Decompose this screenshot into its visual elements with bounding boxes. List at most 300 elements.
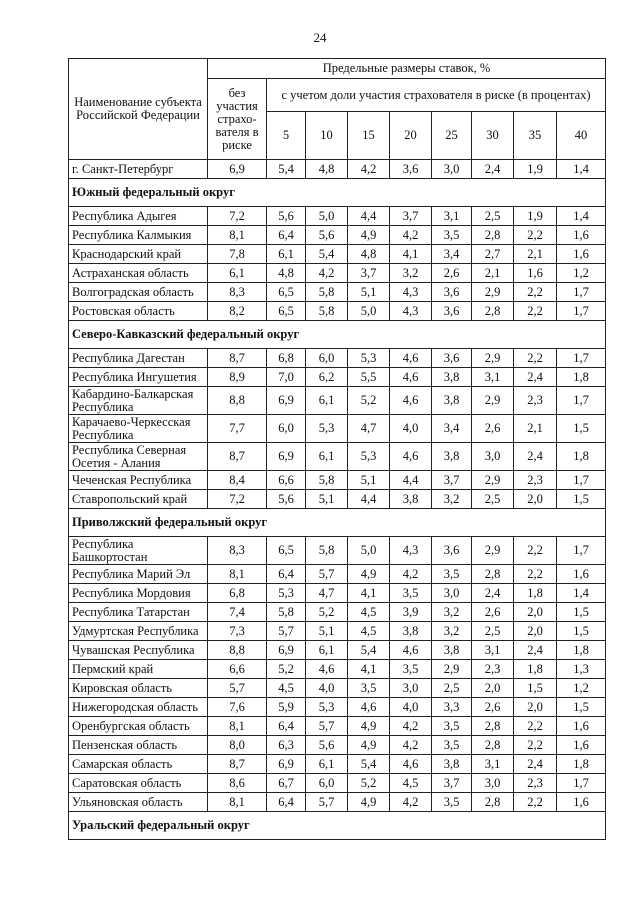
rate-cell: 4,7 — [348, 415, 390, 443]
rate-cell: 2,0 — [514, 603, 557, 622]
rate-without-participation: 7,2 — [208, 490, 267, 509]
rate-cell: 4,8 — [306, 160, 348, 179]
rate-cell: 6,4 — [267, 226, 306, 245]
region-name: Республика Башкортостан — [69, 537, 208, 565]
rate-cell: 5,6 — [306, 226, 348, 245]
rate-cell: 2,8 — [472, 226, 514, 245]
rate-cell: 1,3 — [557, 660, 606, 679]
rate-without-participation: 8,7 — [208, 349, 267, 368]
table-row — [69, 207, 606, 226]
rate-cell: 3,4 — [432, 245, 472, 264]
rate-cell: 5,4 — [267, 160, 306, 179]
region-name: Республика Татарстан — [69, 603, 208, 622]
region-name: Пензенская область — [69, 736, 208, 755]
rate-cell: 5,6 — [306, 736, 348, 755]
table-row — [69, 471, 606, 490]
table-row — [69, 584, 606, 603]
rate-cell: 5,3 — [348, 443, 390, 471]
rate-cell: 2,2 — [514, 283, 557, 302]
rate-cell: 2,2 — [514, 302, 557, 321]
region-name: Республика Адыгея — [69, 207, 208, 226]
district-name: Северо-Кавказский федеральный округ — [69, 321, 606, 349]
rate-cell: 2,8 — [472, 302, 514, 321]
table-row — [69, 537, 606, 565]
header-percent-cell: 30 — [472, 112, 514, 160]
table-body — [69, 160, 606, 840]
rate-cell: 2,0 — [514, 622, 557, 641]
rate-cell: 4,9 — [348, 736, 390, 755]
table-row — [69, 565, 606, 584]
rate-cell: 5,1 — [306, 622, 348, 641]
rate-cell: 3,0 — [472, 774, 514, 793]
rate-cell: 4,9 — [348, 565, 390, 584]
region-name: Саратовская область — [69, 774, 208, 793]
rate-cell: 1,8 — [557, 755, 606, 774]
rate-cell: 1,5 — [557, 698, 606, 717]
rate-cell: 2,2 — [514, 793, 557, 812]
rate-cell: 3,0 — [432, 584, 472, 603]
rate-cell: 5,3 — [306, 415, 348, 443]
rate-cell: 5,8 — [306, 302, 348, 321]
rate-cell: 4,9 — [348, 793, 390, 812]
table-row — [69, 698, 606, 717]
rate-cell: 2,1 — [472, 264, 514, 283]
region-name: Республика Ингушетия — [69, 368, 208, 387]
region-name: Республика Марий Эл — [69, 565, 208, 584]
rate-cell: 4,6 — [390, 349, 432, 368]
rate-cell: 1,9 — [514, 160, 557, 179]
page-number: 24 — [313, 30, 327, 45]
rate-cell: 2,2 — [514, 537, 557, 565]
district-row — [69, 812, 606, 840]
table-row — [69, 160, 606, 179]
rate-cell: 2,9 — [472, 349, 514, 368]
rate-cell: 6,5 — [267, 537, 306, 565]
table-row — [69, 717, 606, 736]
rate-cell: 4,4 — [348, 490, 390, 509]
rate-cell: 3,8 — [432, 387, 472, 415]
rate-cell: 3,1 — [472, 755, 514, 774]
table-row — [69, 793, 606, 812]
rate-cell: 2,3 — [514, 387, 557, 415]
rate-cell: 3,5 — [432, 736, 472, 755]
rate-cell: 1,9 — [514, 207, 557, 226]
header-percent-cell: 40 — [557, 112, 606, 160]
rate-cell: 5,6 — [267, 490, 306, 509]
rate-cell: 2,0 — [514, 698, 557, 717]
rate-cell: 2,0 — [514, 490, 557, 509]
rate-cell: 1,7 — [557, 387, 606, 415]
rate-cell: 2,9 — [472, 471, 514, 490]
region-name: Ульяновская область — [69, 793, 208, 812]
rate-cell: 4,0 — [306, 679, 348, 698]
rate-cell: 1,6 — [557, 565, 606, 584]
rate-cell: 2,3 — [514, 471, 557, 490]
rate-cell: 2,9 — [432, 660, 472, 679]
rate-cell: 4,2 — [390, 736, 432, 755]
rate-cell: 4,2 — [390, 226, 432, 245]
rate-cell: 5,3 — [348, 349, 390, 368]
rate-without-participation: 7,2 — [208, 207, 267, 226]
rate-cell: 6,9 — [267, 443, 306, 471]
rate-cell: 3,7 — [348, 264, 390, 283]
rate-cell: 5,1 — [348, 283, 390, 302]
rate-without-participation: 8,2 — [208, 302, 267, 321]
rate-cell: 1,4 — [557, 160, 606, 179]
rate-cell: 2,4 — [514, 368, 557, 387]
rate-without-participation: 8,7 — [208, 755, 267, 774]
rate-cell: 3,0 — [390, 679, 432, 698]
rate-cell: 2,4 — [514, 755, 557, 774]
rate-cell: 6,0 — [306, 774, 348, 793]
table-row — [69, 415, 606, 443]
rate-cell: 3,8 — [432, 368, 472, 387]
rate-cell: 4,5 — [348, 603, 390, 622]
region-name: Республика Северная Осетия - Алания — [69, 443, 208, 471]
header-percent-cell: 20 — [390, 112, 432, 160]
rate-cell: 3,9 — [390, 603, 432, 622]
rate-cell: 1,2 — [557, 264, 606, 283]
rate-cell: 3,6 — [432, 537, 472, 565]
table-header — [69, 59, 606, 160]
rate-without-participation: 7,4 — [208, 603, 267, 622]
rate-cell: 4,3 — [390, 283, 432, 302]
rate-without-participation: 8,8 — [208, 387, 267, 415]
rate-cell: 3,1 — [472, 641, 514, 660]
rate-cell: 3,0 — [432, 160, 472, 179]
rate-cell: 4,5 — [267, 679, 306, 698]
table-row — [69, 264, 606, 283]
district-row — [69, 321, 606, 349]
rate-cell: 3,8 — [432, 641, 472, 660]
table-row — [69, 774, 606, 793]
rate-cell: 5,4 — [348, 755, 390, 774]
rate-cell: 5,7 — [306, 717, 348, 736]
rate-cell: 2,4 — [514, 443, 557, 471]
rate-cell: 6,5 — [267, 302, 306, 321]
rate-cell: 2,8 — [472, 717, 514, 736]
rate-cell: 6,9 — [267, 755, 306, 774]
rate-cell: 5,2 — [267, 660, 306, 679]
rate-cell: 3,6 — [390, 160, 432, 179]
table-row — [69, 226, 606, 245]
rate-without-participation: 8,8 — [208, 641, 267, 660]
rate-cell: 5,8 — [306, 283, 348, 302]
rate-cell: 1,7 — [557, 283, 606, 302]
rate-cell: 1,6 — [557, 736, 606, 755]
rate-cell: 1,5 — [557, 622, 606, 641]
rate-cell: 4,8 — [267, 264, 306, 283]
region-name: Республика Мордовия — [69, 584, 208, 603]
rate-without-participation: 8,3 — [208, 537, 267, 565]
rate-without-participation: 6,9 — [208, 160, 267, 179]
rate-cell: 2,5 — [472, 622, 514, 641]
header-subject-name: Наименование субъекта Российской Федерации — [69, 59, 208, 160]
rate-cell: 1,7 — [557, 471, 606, 490]
region-name: Карачаево-Черкесская Республика — [69, 415, 208, 443]
region-name: Волгоградская область — [69, 283, 208, 302]
rate-cell: 6,4 — [267, 717, 306, 736]
rate-cell: 1,8 — [514, 660, 557, 679]
region-name: г. Санкт-Петербург — [69, 160, 208, 179]
rate-cell: 1,6 — [557, 793, 606, 812]
rate-cell: 5,1 — [306, 490, 348, 509]
rate-cell: 2,1 — [514, 415, 557, 443]
rate-cell: 1,7 — [557, 537, 606, 565]
region-name: Республика Калмыкия — [69, 226, 208, 245]
rate-cell: 6,6 — [267, 471, 306, 490]
rate-cell: 1,4 — [557, 584, 606, 603]
rate-without-participation: 8,1 — [208, 565, 267, 584]
region-name: Самарская область — [69, 755, 208, 774]
rate-without-participation: 8,1 — [208, 717, 267, 736]
region-name: Чувашская Республика — [69, 641, 208, 660]
rate-cell: 2,8 — [472, 565, 514, 584]
rate-without-participation: 8,3 — [208, 283, 267, 302]
header-percent-cell: 35 — [514, 112, 557, 160]
rate-cell: 3,5 — [348, 679, 390, 698]
rate-cell: 1,4 — [557, 207, 606, 226]
rate-without-participation: 8,9 — [208, 368, 267, 387]
region-name: Астраханская область — [69, 264, 208, 283]
rate-cell: 4,4 — [390, 471, 432, 490]
rate-cell: 6,9 — [267, 641, 306, 660]
rate-cell: 4,3 — [390, 537, 432, 565]
rate-without-participation: 8,4 — [208, 471, 267, 490]
rate-cell: 4,0 — [390, 698, 432, 717]
rate-cell: 3,7 — [390, 207, 432, 226]
rate-cell: 2,6 — [432, 264, 472, 283]
rate-cell: 4,2 — [390, 793, 432, 812]
rate-without-participation: 7,8 — [208, 245, 267, 264]
rate-cell: 3,1 — [472, 368, 514, 387]
rate-cell: 4,1 — [348, 660, 390, 679]
rate-cell: 4,5 — [390, 774, 432, 793]
region-name: Оренбургская область — [69, 717, 208, 736]
rate-without-participation: 8,0 — [208, 736, 267, 755]
table-row — [69, 641, 606, 660]
rate-cell: 5,4 — [306, 245, 348, 264]
rate-cell: 5,0 — [306, 207, 348, 226]
rate-cell: 5,0 — [348, 302, 390, 321]
rate-cell: 5,3 — [306, 698, 348, 717]
rate-without-participation: 7,3 — [208, 622, 267, 641]
rate-cell: 2,5 — [472, 207, 514, 226]
rate-cell: 5,8 — [306, 471, 348, 490]
rate-cell: 5,7 — [306, 793, 348, 812]
rate-cell: 2,6 — [472, 415, 514, 443]
rate-cell: 5,4 — [348, 641, 390, 660]
rate-cell: 3,2 — [432, 490, 472, 509]
rate-cell: 4,6 — [306, 660, 348, 679]
rate-cell: 3,2 — [390, 264, 432, 283]
rate-without-participation: 8,6 — [208, 774, 267, 793]
rate-cell: 4,1 — [390, 245, 432, 264]
rate-cell: 6,1 — [306, 641, 348, 660]
rate-cell: 7,0 — [267, 368, 306, 387]
rate-cell: 2,3 — [514, 774, 557, 793]
rate-cell: 1,7 — [557, 349, 606, 368]
rate-cell: 5,3 — [267, 584, 306, 603]
rate-cell: 5,0 — [348, 537, 390, 565]
rate-cell: 2,4 — [514, 641, 557, 660]
rate-without-participation: 5,7 — [208, 679, 267, 698]
table-row — [69, 302, 606, 321]
rate-cell: 4,2 — [390, 565, 432, 584]
rate-cell: 1,8 — [557, 641, 606, 660]
rate-cell: 5,5 — [348, 368, 390, 387]
region-name: Нижегородская область — [69, 698, 208, 717]
rate-cell: 3,5 — [432, 565, 472, 584]
region-name: Пермский край — [69, 660, 208, 679]
rate-cell: 1,8 — [557, 443, 606, 471]
rate-cell: 2,5 — [432, 679, 472, 698]
rate-cell: 4,5 — [348, 622, 390, 641]
rate-cell: 4,2 — [348, 160, 390, 179]
header-without-participation: без участия страхо-вателя в риске — [208, 79, 267, 160]
rate-cell: 2,2 — [514, 717, 557, 736]
rate-cell: 2,0 — [472, 679, 514, 698]
rate-cell: 1,7 — [557, 774, 606, 793]
table-row — [69, 443, 606, 471]
rate-cell: 2,8 — [472, 736, 514, 755]
rate-cell: 2,6 — [472, 698, 514, 717]
rate-cell: 3,8 — [432, 443, 472, 471]
rate-cell: 4,6 — [390, 368, 432, 387]
rate-cell: 3,5 — [390, 584, 432, 603]
rate-cell: 6,1 — [267, 245, 306, 264]
rate-cell: 4,7 — [306, 584, 348, 603]
region-name: Чеченская Республика — [69, 471, 208, 490]
rate-cell: 3,7 — [432, 774, 472, 793]
header-rates-title: Предельные размеры ставок, % — [208, 59, 606, 79]
district-row — [69, 509, 606, 537]
rate-cell: 1,7 — [557, 302, 606, 321]
rate-cell: 1,8 — [557, 368, 606, 387]
rate-cell: 2,4 — [472, 584, 514, 603]
rate-cell: 5,8 — [306, 537, 348, 565]
rate-cell: 3,6 — [432, 283, 472, 302]
district-name: Южный федеральный округ — [69, 179, 606, 207]
table-row — [69, 283, 606, 302]
rate-cell: 6,1 — [306, 387, 348, 415]
rate-cell: 6,0 — [267, 415, 306, 443]
rate-cell: 6,5 — [267, 283, 306, 302]
rate-cell: 1,2 — [557, 679, 606, 698]
rate-cell: 5,2 — [348, 774, 390, 793]
rate-cell: 3,5 — [390, 660, 432, 679]
header-percent-cell: 25 — [432, 112, 472, 160]
rate-cell: 3,6 — [432, 302, 472, 321]
rate-cell: 6,3 — [267, 736, 306, 755]
rate-cell: 4,9 — [348, 717, 390, 736]
rate-cell: 2,7 — [472, 245, 514, 264]
rate-cell: 2,5 — [472, 490, 514, 509]
rate-cell: 2,9 — [472, 537, 514, 565]
rate-cell: 3,5 — [432, 226, 472, 245]
rate-without-participation: 6,6 — [208, 660, 267, 679]
rate-cell: 5,7 — [306, 565, 348, 584]
table-row — [69, 603, 606, 622]
rate-cell: 6,1 — [306, 755, 348, 774]
rate-cell: 2,8 — [472, 793, 514, 812]
rate-cell: 1,5 — [557, 603, 606, 622]
rate-cell: 5,7 — [267, 622, 306, 641]
rate-cell: 6,1 — [306, 443, 348, 471]
rate-cell: 3,4 — [432, 415, 472, 443]
rate-cell: 5,1 — [348, 471, 390, 490]
region-name: Кабардино-Балкарская Республика — [69, 387, 208, 415]
rate-cell: 4,2 — [390, 717, 432, 736]
rate-cell: 5,8 — [267, 603, 306, 622]
rate-cell: 2,9 — [472, 283, 514, 302]
rate-cell: 2,2 — [514, 736, 557, 755]
rate-cell: 2,2 — [514, 226, 557, 245]
header-percent-cell: 5 — [267, 112, 306, 160]
rate-cell: 3,8 — [432, 755, 472, 774]
region-name: Республика Дагестан — [69, 349, 208, 368]
region-name: Кировская область — [69, 679, 208, 698]
rate-cell: 2,9 — [472, 387, 514, 415]
table-row — [69, 387, 606, 415]
header-percent-cell: 15 — [348, 112, 390, 160]
rate-cell: 2,2 — [514, 565, 557, 584]
rate-cell: 5,2 — [306, 603, 348, 622]
district-name: Приволжский федеральный округ — [69, 509, 606, 537]
rate-cell: 1,6 — [557, 245, 606, 264]
rate-cell: 2,6 — [472, 603, 514, 622]
rate-cell: 6,4 — [267, 793, 306, 812]
rate-without-participation: 8,7 — [208, 443, 267, 471]
rate-cell: 3,6 — [432, 349, 472, 368]
rate-cell: 5,9 — [267, 698, 306, 717]
rate-cell: 4,6 — [390, 387, 432, 415]
table-row — [69, 245, 606, 264]
rate-cell: 6,4 — [267, 565, 306, 584]
rate-cell: 3,7 — [432, 471, 472, 490]
rate-cell: 4,2 — [306, 264, 348, 283]
rate-cell: 4,9 — [348, 226, 390, 245]
rate-without-participation: 7,7 — [208, 415, 267, 443]
rate-cell: 4,6 — [348, 698, 390, 717]
rate-cell: 2,2 — [514, 349, 557, 368]
rate-cell: 3,2 — [432, 622, 472, 641]
table-row — [69, 622, 606, 641]
rate-cell: 4,4 — [348, 207, 390, 226]
rate-without-participation: 6,1 — [208, 264, 267, 283]
header-with-participation: с учетом доли участия страхователя в риске (в процентах) — [267, 79, 606, 112]
rate-cell: 4,6 — [390, 641, 432, 660]
table-row — [69, 755, 606, 774]
region-name: Ростовская область — [69, 302, 208, 321]
rate-cell: 3,8 — [390, 622, 432, 641]
district-name: Уральский федеральный округ — [69, 812, 606, 840]
header-percent-cell: 10 — [306, 112, 348, 160]
rate-cell: 4,0 — [390, 415, 432, 443]
rate-cell: 1,5 — [557, 415, 606, 443]
table-row — [69, 349, 606, 368]
rate-without-participation: 8,1 — [208, 226, 267, 245]
rate-cell: 3,5 — [432, 793, 472, 812]
rate-cell: 6,2 — [306, 368, 348, 387]
rate-cell: 4,6 — [390, 443, 432, 471]
rate-cell: 6,0 — [306, 349, 348, 368]
table-row — [69, 679, 606, 698]
rate-without-participation: 7,6 — [208, 698, 267, 717]
rate-cell: 3,3 — [432, 698, 472, 717]
rate-cell: 3,0 — [472, 443, 514, 471]
rate-cell: 3,1 — [432, 207, 472, 226]
